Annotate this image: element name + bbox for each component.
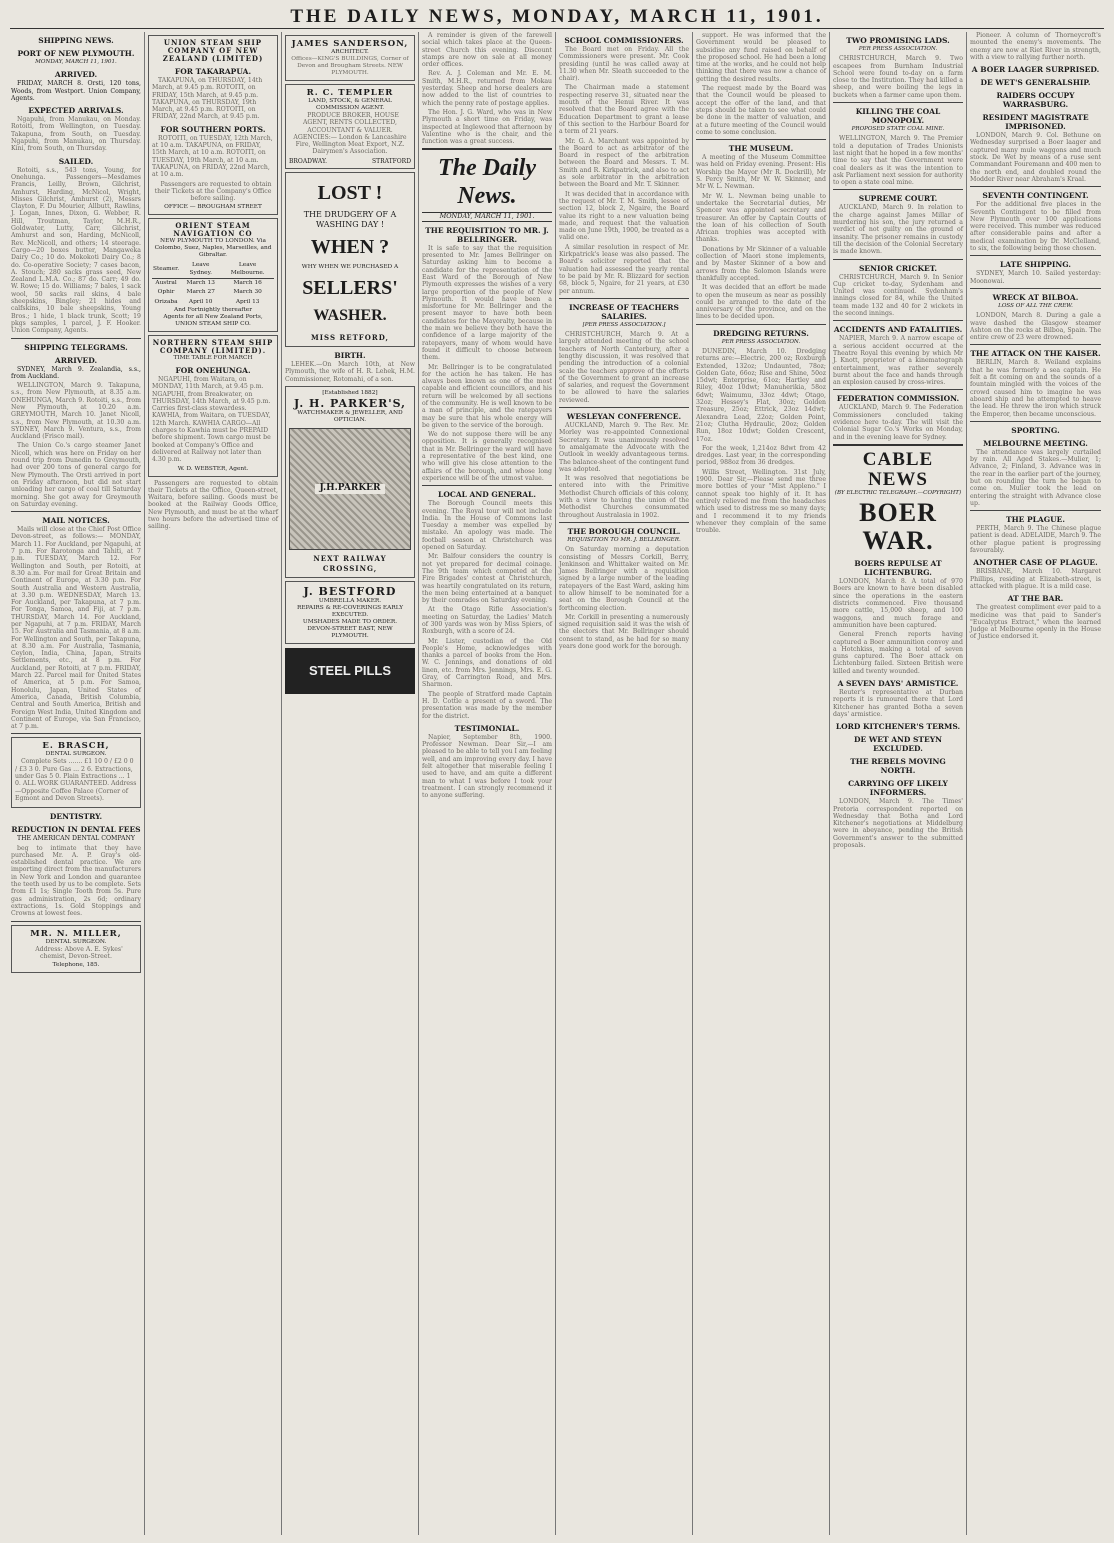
teachers-salaries-sub: [PER PRESS ASSOCIATION.] bbox=[582, 321, 666, 328]
sanderson-name: JAMES SANDERSON, bbox=[291, 39, 409, 49]
arrived-text: FRIDAY, MARCH 8. Orsti, 120 tons, Woods, from Westport. Union Company, Agents. bbox=[11, 80, 141, 102]
union-ad: UNION STEAM SHIP COMPANY OF NEW ZEALAND (LIMITED) FOR TAKARAPUA. TAKAPUNA, on THURSDAY, 14th March, at 9.45 p.m. ROTOITI, on FRIDAY, 15th March, at 9.45 p.m. TAKAPUNA, on THURSDAY, 19th March, at 9.45 p.m. ROTOITI, on FRIDAY, 22nd March, at 9.45 p.m. FOR SOUTHERN PORTS. ROTOITI, on TUESDAY, 12th March, at 10 a.m. TAKAPUNA, on FRIDAY, 15th March, at 10 a.m. ROTOITI, on TUESDAY, 19th March, at 10 a.m. TAKAPUNA, on FRIDAY, 22nd March, at 10 a.m. Passengers are requested to obtain their Tickets at the Company's Office before sailing. OFFICE — BROUGHAM STREET bbox=[148, 35, 278, 215]
kitchener-heading: LORD KITCHENER'S TERMS. bbox=[835, 722, 961, 732]
raiders-heading: RAIDERS OCCUPY WARRASBURG. bbox=[996, 91, 1075, 110]
bestford-name: J. BESTFORD bbox=[303, 584, 397, 598]
sellers-word: SELLERS' bbox=[302, 277, 398, 300]
northern-heading: NORTHERN STEAM SHIP COMPANY (LIMITED). bbox=[152, 337, 274, 355]
coal-monopoly-heading: KILLING THE COAL MONOPOLY. bbox=[855, 107, 941, 126]
port-heading: PORT OF NEW PLYMOUTH. bbox=[17, 49, 135, 58]
templer-stratford: STRATFORD bbox=[371, 157, 411, 165]
accidents-heading: ACCIDENTS AND FATALITIES. bbox=[833, 325, 963, 335]
birth-heading: BIRTH. bbox=[334, 351, 366, 361]
borough-council-heading: THE BOROUGH COUNCIL. bbox=[567, 526, 681, 536]
for-south-heading: FOR SOUTHERN PORTS. bbox=[160, 124, 266, 134]
column-5: SCHOOL COMMISSIONERS. The Board met on Friday. All the Commissioners were present. Mr. Cook presiding (until he was called away at 11.30 when Mr. Sleath succeeded to the chair). The Chairman made a statement respecting reserve 31, situated near the mouth of the Henui River. It was resolved that the Board agree with the Education Department to grant a lease of this section to the Harbour Board for a term of 21 years. Mr. G. A. Marchant was appointed by the Board to act as arbitrator of the Board in respect of the arbitration between the Board and Messrs. T. M. Smith and R. Kirkpatrick, and also to act as sole arbitrator in the arbitration between the Board and Mr. T. Skinner. It was decided that in accordance with the request of Mr. T. M. Smith, lessee of section 12, block 2, Ngaire, the Board value its right to a new valuation being made, and request that the valuation made on June 19th, 1900, be treated as a valid one. A similar resolution in respect of Mr. Kirkpatrick's lease was also passed. The Board's solicitor reported that the valuation had assessed the yearly rental to be paid by Mr. R. Blizzard for section 68, block 5, Ngaire, for 21 years, at £30 per annum. INCREASE OF TEACHERS SALARIES. [PER PRESS ASSOCIATION.] CHRISTCHURCH, March 9. At a largely attended meeting of the school teachers of North Canterbury, after a lengthy discussion, it was resolved that pending the introduction of a colonial scale the teachers approve of the efforts of the Government to grant an increase of salaries, and request the Government to be allowed to have the salaries reviewed. WESLEYAN CONFERENCE. AUCKLAND, March 9. The Rev. Mr. Morley was re-appointed Connexional Secretary. It was unanimously resolved to amalgamate the Advocate with the Outlook in weekly advantageous terms. The balance-sheet of the contingent fund was adopted. It was resolved that negotiations be entered into with the Primitive Methodist Church officials of this colony, with a view to having the union of the Methodist Churches consummated throughout Australasia in 1902. THE BOROUGH COUNCIL. REQUISITION TO MR. J. BELLRINGER. On Saturday morning a deputation consisting of Messrs Corkill, Berry, Jenkinson and Whittaker waited on Mr. James Bellringer with a requisition signed by a large number of the leading ratepayers of the East Ward, asking him to allow himself to be nominated for a seat on the Borough Council at the forthcoming election. Mr. Corkill in presenting a numerously signed requisition said it was the wish of the electors that Mr. Bellringer should consent to stand, as he had for so many years done good work for the borough. bbox=[556, 32, 693, 1535]
column-1 bbox=[8, 32, 145, 1535]
wreck-sub: LOSS OF ALL THE CREW. bbox=[998, 302, 1073, 309]
column-8: Pioneer. A column of Thorneycroft's mounted the enemy's movements. The enemy are now at Riet River in strength, with a view to rallying further north. A BOER LAAGER SURPRISED. DE WET'S GENERALSHIP. RAIDERS OCCUPY WARRASBURG. RESIDENT MAGISTRATE IMPRISONED. LONDON, March 9. Col. Bethune on Wednesday surprised a Boer laager and captured many mule waggons and much stock. De Wet by means of a ruse sent Commandant Fouremann and 400 men to the north end, and doubled round the Modder River near Abraham's Kraal. SEVENTH CONTINGENT. For the additional five places in the Seventh Contingent to be filled from New Plymouth over 100 applications were received. This number was reduced after considerable pains and after a medical examination by Dr. McClelland, to six, the following being those chosen. LATE SHIPPING. SYDNEY, March 10. Sailed yesterday: Moonowai. WRECK AT BILBOA. LOSS OF ALL THE CREW. LONDON, March 8. During a gale a wave dashed the Glasgow steamer Ashton on the rocks at Bilboa, Spain. The entire crew of 23 were drowned. THE ATTACK ON THE KAISER. BERLIN, March 8. Weiland explains that he was formerly a sea captain. He felt a fit coming on and the sounds of a fountain mingled with the voices of the crowd caused him to imagine he was aboard ship and he attempted to heave the lead. He threw the iron which struck the Emperor, then became unconscious. SPORTING. MELBOURNE MEETING. The attendance was largely curtailed by rain. All Aged Stakes.—Mulier, 1; Advance, 2; Finland, 3. Advance was in the rear in the earlier part of the journey, but on rounding the turn he began to come on. Mulier took the lead on entering the straight with Advance close up. THE PLAGUE. PERTH, March 9. The Chinese plague patient is dead. ADELAIDE, March 9. The other plague patient is progressing favourably. ANOTHER CASE OF PLAGUE. BRISBANE, March 10. Margaret Phillips, residing at Elizabeth-street, is attacked with plague. It is a mild case. AT THE BAR. The greatest compliment ever paid to a medicine was that paid to Sander's "Eucalyptus Extract," when the learned Judge at Melbourne openly in the House of Justice endorsed it. bbox=[970, 32, 1101, 641]
daily-news-title: The Daily News. bbox=[438, 155, 536, 210]
washer-word: WASHER. bbox=[313, 307, 387, 325]
testimonial-heading: TESTIMONIAL. bbox=[454, 723, 520, 733]
washer-ad bbox=[285, 172, 415, 347]
shopfront-sign: J.H.PARKER bbox=[315, 484, 384, 493]
telegrams-body-2: The Union Co.'s cargo steamer Janet Nicoll, which was here on Friday on her round trip from Dunedin to Greymouth, had over 200 tons of general cargo for New Plymouth. The Orsti arrived in port on Friday afternoon, but did not start unloading her cargo of coal till Saturday morning. She got away for Greymouth on Saturday evening. bbox=[11, 442, 141, 508]
miller-name: MR. N. MILLER, bbox=[30, 928, 122, 939]
expected-body: Ngapuhi, from Manukau, on Monday. Rotoiti, from Wellington, on Tuesday. Takapuna, from South, on Tuesday. Ngapuhi, from Manukau, on Thursday. Kini, from South, on Thursday. bbox=[11, 116, 141, 153]
federation-heading: FEDERATION COMMISSION. bbox=[836, 394, 960, 404]
requisition-heading: THE REQUISITION TO MR. J. BELLRINGER. bbox=[425, 225, 549, 244]
sydney-line: SYDNEY, March 9. Zealandia, s.s., from Auckland. bbox=[11, 365, 141, 380]
parker-crossing: NEXT RAILWAY CROSSING, bbox=[313, 553, 387, 573]
parker-name: J. H. PARKER'S, bbox=[293, 396, 407, 410]
templer-name: R. C. TEMPLER bbox=[306, 88, 394, 98]
promising-lads-heading: TWO PROMISING LADS. bbox=[846, 36, 950, 45]
boer-laager-heading: A BOER LAAGER SURPRISED. bbox=[971, 65, 1100, 75]
northern-ad: NORTHERN STEAM SHIP COMPANY (LIMITED). TIME TABLE FOR MARCH FOR ONEHUNGA. NGAPUHI, from Waitara, on MONDAY, 11th March, at 9.45 p.m. NGAPUHI, from Breakwater, on THURSDAY, 14th March, at 9.45 p.m. Carries first-class stewardess. KAWHIA, from Waitara, on TUESDAY, 12th March. KAWHIA CARGO—All charges to Kawhia must be PREPAID before shipment. Town cargo must be booked at Company's Office and delivered at Railway not later than 4.30 p.m. W. D. WEBSTER, Agent. bbox=[148, 335, 278, 477]
borough-council-sub: REQUISITION TO MR. J. BELLRINGER. bbox=[567, 536, 681, 543]
kaiser-heading: THE ATTACK ON THE KAISER. bbox=[970, 349, 1101, 359]
sailed-body: Rotoiti, s.s., 543 tons, Young, for Onehunga. Passengers—Mesdames Francis, Leilly, Brown, Gilchrist, Amhurst, Harding, McNicol, Wright, Misses Gilchrist, Amhurst (2), Messrs Clayton, F. Du Mourier, Allbutt, Rawlins, J. Logan, Innes, Dixon, G. Webber, R. Hill, Troutman, Taylor, M.H.R., Goldwater, Lutty, Carr, Gilchrist, Amhurst and son, Harding, McNicoll, Rev. McNicoll, and others; 14 steerage. Cargo—20 boxes butter, Mangaweka Dairy Co.; 10 do. Mokokoti Dairy Co.; 8 do. Co-operative Society; 7 cases bacon, A. Stouch; 280 sacks grass seed, New Zealand L.M.A. Co.; 87 do. Carr; 49 do. W. Rowe; 15 do. Williams; 7 bales, 1 sack wool, 50 sacks rail skins, 4 bale sheepskins, Bingley; 21 hides and calfskins, 10 bale sheepskins, Young Bros.; 1 hide, 1 black trunk, Scott; 19 pkgs samples, 1 parcel, J. F. Hooker. Union Company, Agents. bbox=[11, 166, 141, 335]
dentistry-heading: DENTISTRY. bbox=[49, 812, 103, 822]
at-the-bar-heading: AT THE BAR. bbox=[1007, 594, 1064, 604]
parker-ad bbox=[285, 386, 415, 578]
lichtenburg-heading: BOERS REPULSE AT LICHTENBURG. bbox=[854, 559, 942, 578]
armistice-heading: A SEVEN DAYS' ARMISTICE. bbox=[837, 679, 959, 689]
steel-pills-ad: STEEL PILLS bbox=[285, 648, 415, 694]
for-onehunga-heading: FOR ONEHUNGA. bbox=[175, 365, 251, 375]
column-6: support. He was informed that the Government would be pleased to subsidise any fund raised on behalf of the proposed school. He had been a long time at the works, and he could not help thinking that there was now a chance of getting the desired results. The request made by the Board was that the Council would be pleased to accept the offer of the land, and that steps should be taken to see what could be done in the matter of valuation, and at a future meeting of the Council would come to some conclusion. THE MUSEUM. A meeting of the Museum Committee was held on Friday evening. Present: His Worship the Mayor (Mr R. Dockrill), Mr S. Percy Smith, Mr W. W. Skinner, and Mr W. L. Newman. Mr W. L. Newman being unable to undertake the Secretarial duties, Mr Spencer was appointed secretary and treasurer. An offer by Captain Coutts of the loan of his collection of South African trophies was accepted with thanks. Donations by Mr Skinner of a valuable collection of Maori stone implements, and by Master Skinner of a bow and arrows from the Solomon Islands were thankfully accepted. It was decided that an effort be made to open the museum as near as possibly could be arranged to the date of the anniversary of the province, and on the lines to be decided upon. DREDGING RETURNS. PER PRESS ASSOCIATION. DUNEDIN, March 10. Dredging returns are:—Electric, 200 oz; Roxburgh Extended, 132oz; Undaunted, 78oz; Golden Gate, 66oz; Rise and Shine, 50oz 15dwt; Enterprise, 61oz; Hartley and Riley, 40oz 10dwt; Manuherikia, 58oz 6dwt; Waimumu, 33oz 4dwt; Otago, 32oz; Hessey's Flat, 30oz; Golden Treasure, 25oz; Ettrick, 23oz 14dwt; Alexandra Lead, 22oz; Golden Point, 21oz; Clutha Hydraulic, 20oz; Golden Run, 18oz 10dwt; Golden Crescent, 17oz. For the week, 1,214oz 8dwt from 42 dredges. Last year, in the corresponding period, 988oz from 36 dredges. Willis Street, Wellington. 31st July, 1900. Dear Sir,—Please send me three more bottles of your "Mist Appleno." I cannot speak too highly of it. It has entirely relieved me from the headaches which used to distress me so many days; and I recommend it to my friends whenever they complain of the same trouble. bbox=[693, 32, 830, 1535]
union-heading: UNION STEAM SHIP COMPANY OF NEW ZEALAND (LIMITED) bbox=[162, 38, 264, 63]
bestford-title: UMBRELLA MAKER. bbox=[318, 597, 382, 604]
school-commissioners-heading: SCHOOL COMMISSIONERS. bbox=[564, 36, 684, 45]
seventh-contingent-heading: SEVENTH CONTINGENT. bbox=[982, 191, 1089, 201]
daily-news-dateline: MONDAY, MARCH 11, 1901. bbox=[422, 212, 552, 221]
purchased-text: WHY WHEN WE PURCHASED A bbox=[301, 264, 399, 271]
mail-body: Mails will close at the Chief Post Office Devon-street, as follows:— MONDAY, March 11. For Auckland, per Ngapuhi, at 7 p.m. For Rarotonga and Tahiti, at 7 p.m. TUESDAY, March 12. For Wellington and South, per Rotoiti, at 8.30 a.m. For mail for Great Britain and Continent of Europe, at 3.30 p.m. For South Australia and Western Australia, at 3.30 p.m. WEDNESDAY, March 13. For Auckland, per Takapuna, at 7 p.m. For Tonga, Samoa, and Fiji, at 7 p.m. THURSDAY, March 14. For Auckland, per Ngapuhi, at 7 p.m. FRIDAY, March 15. For Australia and Tasmania, at 8 a.m. For Wellington and South, per Takapuna, at 8.30 a.m. For Australia, Tasmania, Ceylon, India, China, Japan, Straits Settlements, etc., at 8 p.m. For Auckland, per Rotoiti, at 7 p.m. FRIDAY, March 22. Parcel mail for United States of America, at 5 p.m. For Samoa, Honolulu, Japan, United States of America, Canada, British Columbia, Central and South America, British and Foreign West India, United Kingdom and Continent of Europe, via San Francisco, at 7 p.m. bbox=[11, 526, 141, 731]
orient-fortnightly: And Fortnightly thereafter bbox=[174, 306, 252, 313]
orient-heading: ORIENT STEAM NAVIGATION CO bbox=[173, 221, 253, 239]
teachers-salaries-heading: INCREASE OF TEACHERS SALARIES. bbox=[569, 302, 679, 321]
bestford-unshades: UMSHADES MADE TO ORDER. bbox=[302, 618, 398, 625]
shipping-heading: SHIPPING NEWS. bbox=[38, 36, 114, 45]
for-takapuna-heading: FOR TAKARAPUA. bbox=[174, 67, 252, 76]
parker-established: [Established 1882] bbox=[322, 389, 378, 396]
mail-heading: MAIL NOTICES. bbox=[42, 516, 110, 526]
senior-cricket-heading: SENIOR CRICKET. bbox=[858, 263, 937, 273]
wreck-heading: WRECK AT BILBOA. bbox=[992, 292, 1079, 302]
templer-title: LAND, STOCK, & GENERAL COMMISSION AGENT. bbox=[308, 98, 392, 111]
brasch-ad: E. BRASCH, DENTAL SURGEON. Complete Sets ....... £1 10 0 / £2 0 0 / £3 3 0. Pure Gas ... 2 6. Extractions, under Gas 5 0. Plain Extractions ... 1 0. ALL WORK GUARANTEED. Address—Opposite Coffee Palace (Corner of Egmont and Devon Streets). bbox=[11, 737, 141, 808]
columns bbox=[8, 32, 1106, 1535]
rebels-heading: THE REBELS MOVING NORTH. bbox=[850, 757, 946, 776]
brasch-title: DENTAL SURGEON. bbox=[45, 751, 107, 758]
sanderson-title: ARCHITECT. bbox=[331, 49, 369, 55]
late-shipping-heading: LATE SHIPPING. bbox=[1000, 260, 1071, 270]
miller-title: DENTAL SURGEON. bbox=[45, 938, 107, 945]
column-4: A reminder is given of the farewell social which takes place at the Queen-street Church this evening. Discount stamps are now on sale at all money order offices. Rev. A. J. Coleman and Mr. E. M. Smith, M.H.R., returned from Mokau yesterday. Sheep and horse dealers are now added to the list of countries to which the penny rate of postage applies. The Hon. J. G. Ward, who was in New Plymouth a short time on Friday, was inspected at Inglewood that afternoon by Valentine who is the chair, and the function was a great success. The Daily News. MONDAY, MARCH 11, 1901. THE REQUISITION TO MR. J. BELLRINGER. It is safe to say that the requisition presented to Mr. James Bellringer on Saturday asking him to become a candidate for the representation of the East Ward of the Borough of New Plymouth expresses the wishes of a very large proportion of the people of New Plymouth. It would have been a misfortune for Mr. Bellringer and the present mayor to have both been candidates for the Mayoralty, because in the main we believe they both have the confidence of a large majority of the ratepayers, many of whom would have found it difficult to choose between them. Mr. Bellringer is to be congratulated for the action he has taken. He has always been known as one of the most capable and efficient councillors, and his return will be welcomed by all sections of the community. He is well known to be a man of principle, and the ratepayers may be sure that his whole energy will be given to the service of the borough. We do not suppose there will be any opposition. It is generally recognised that in Mr. Bellringer the ward will have a representative of the best kind, one who will give his close attention to the affairs of the borough, and whose long experience will be of the utmost value. LOCAL AND GENERAL. The Borough Council meets this evening. The Royal tour will not include India. In the House of Commons last Tuesday a member was expelled by mistake. An apology was made. The football season at Christchurch was opened on Saturday. Mr. Balfour considers the country is not yet prepared for decimal coinage. The 9th team which competed at the Fire Brigades' contest at Christchurch, was heartily congratulated on its return, the men being entertained at a banquet by their comrades on Saturday evening. At the Otago Rifle Association's meeting on Saturday, the Ladies' Match of 300 yards was won by Miss Spiers, of Roxburgh, with a score of 24. Mr. Lister, custodian of the Old People's Home, acknowledges with thanks a parcel of books from the Hon. W. C. Jennings, and donations of old linen, etc. from Mrs. Jennings, Mrs. E. G. Gray, of Carrington Road, and Mrs. Sharmon. The people of Stratford made Captain H. D. Cottle a present of a sword. The presentation was made by the member for the district. TESTIMONIAL. Napier, September 8th, 1900. Professor Newman. Dear Sir,—I am pleased to be able to tell you I am feeling well, and am improving every day. I have felt altogether that miserable feeling I used to have, and am quite a different man to what I was before I took your treatment. I can strongly recommend it to anyone suffering. bbox=[419, 32, 556, 1535]
column-2: UNION STEAM SHIP COMPANY OF NEW ZEALAND (LIMITED) FOR TAKARAPUA. TAKAPUNA, on THURSDAY, 14th March, at 9.45 p.m. ROTOITI, on FRIDAY, 15th March, at 9.45 p.m. TAKAPUNA, on THURSDAY, 19th March, at 9.45 p.m. ROTOITI, on FRIDAY, 22nd March, at 9.45 p.m. FOR SOUTHERN PORTS. ROTOITI, on TUESDAY, 12th March, at 10 a.m. TAKAPUNA, on FRIDAY, 15th March, at 10 a.m. ROTOITI, on TUESDAY, 19th March, at 10 a.m. TAKAPUNA, on FRIDAY, 22nd March, at 10 a.m. Passengers are requested to obtain their Tickets at the Company's Office before sailing. OFFICE — BROUGHAM STREET ORIENT STEAM NAVIGATION CO NEW PLYMOUTH TO LONDON. Via Colombo, Suez, Naples, Marseilles, and Gibraltar. Steamer. Leave Sydney. Leave Melbourne. Austral March 13 March 16 Ophir March 27 March 30 Orizaba April 10 April 13 And Fortnightly thereafter Agents for all New Zealand Ports, UNION STEAM SHIP CO. NORTHERN STEAM SHIP COMPANY (LIMITED). TIME TABLE FOR MARCH FOR ONEHUNGA. NGAPUHI, from Waitara, on MONDAY, 11th March, at 9.45 p.m. NGAPUHI, from Breakwater, on THURSDAY, 14th March, at 9.45 p.m. Carries first-class stewardess. KAWHIA, from Waitara, on TUESDAY, 12th March. KAWHIA CARGO—All charges to Kawhia must be PREPAID before shipment. Town cargo must be booked at Company's Office and delivered at Railway not later than 4.30 p.m. W. D. WEBSTER, Agent. Passengers are requested to obtain their Tickets at the Office, Queen-street, Waitara, before sailing. Goods must be booked at the Railway Goods Office, New Plymouth, and must be at the wharf two hours before the advertised time of sailing. bbox=[145, 32, 282, 1535]
orient-table: Steamer. Leave Sydney. Leave Melbourne. Austral March 13 March 16 Ophir March 27 March 30 Orizaba April 10 April 13 bbox=[152, 261, 274, 306]
telegrams-body: WELLINGTON, March 9. Takapuna, s.s., from New Plymouth, at 8.35 a.m. ONEHUNGA, March 9. Rotoiti, s.s., from New Plymouth, at 10.20 a.m. GREYMOUTH, March 10. Janet Nicoll, s.s., from New Plymouth, at 10.30 a.m. SYDNEY, March 9. Ventura, s.s., from Auckland (Frisco mail). bbox=[11, 382, 141, 441]
supreme-court-heading: SUPREME COURT. bbox=[858, 194, 938, 204]
sanderson-ad: JAMES SANDERSON, ARCHITECT. Offices—KING'S BUILDINGS, Corner of Devon and Brougham Streets. NEW PLYMOUTH. bbox=[285, 35, 415, 81]
parker-title: WATCHMAKER & JEWELLER, AND OPTICIAN. bbox=[297, 409, 403, 423]
arrived2-heading: ARRIVED. bbox=[54, 355, 98, 365]
bestford-repairs: REPAIRS & RE-COVERINGS EARLY EXECUTED. bbox=[296, 604, 404, 618]
telephone: Telephone, 185. bbox=[52, 962, 100, 969]
promising-lads-sub: PER PRESS ASSOCIATION. bbox=[858, 46, 938, 52]
northern-agent: W. D. WEBSTER, Agent. bbox=[177, 465, 249, 472]
expected-heading: EXPECTED ARRIVALS. bbox=[28, 106, 124, 116]
drudgery-text: THE DRUDGERY OF A WASHING DAY ! bbox=[303, 210, 397, 230]
union-office: OFFICE — BROUGHAM STREET bbox=[164, 204, 262, 211]
dewet-generalship-heading: DE WET'S GENERALSHIP. bbox=[980, 78, 1091, 88]
retford-name: MISS RETFORD, bbox=[311, 333, 389, 343]
dredging-returns-sub: PER PRESS ASSOCIATION. bbox=[721, 338, 801, 345]
company-name: THE AMERICAN DENTAL COMPANY bbox=[17, 835, 135, 843]
reduction-heading: REDUCTION IN DENTAL FEES bbox=[11, 825, 141, 835]
templer-broadway: BROADWAY. bbox=[289, 157, 328, 165]
port-date: MONDAY, MARCH 11, 1901. bbox=[35, 59, 117, 65]
templer-ad: R. C. TEMPLER LAND, STOCK, & GENERAL COMMISSION AGENT. PRODUCE BROKER, HOUSE AGENT, RENTS COLLECTED, ACCOUNTANT & VALUER. AGENCIES:— London & Lancashire Fire, Wellington Meat Export, N.Z. Dairymen's Association. BROADWAY. STRATFORD bbox=[285, 84, 415, 169]
shopfront-photo bbox=[289, 428, 411, 550]
another-plague-heading: ANOTHER CASE OF PLAGUE. bbox=[973, 558, 1098, 568]
boer-war-heading: BOER WAR. bbox=[859, 498, 937, 556]
dredging-returns-heading: DREDGING RETURNS. bbox=[713, 328, 809, 338]
northern-timetable: TIME TABLE FOR MARCH bbox=[173, 354, 253, 361]
sailed-heading: SAILED. bbox=[58, 156, 94, 166]
local-general-heading: LOCAL AND GENERAL. bbox=[438, 490, 536, 500]
bestford-address: DEVON-STREET EAST, NEW PLYMOUTH. bbox=[307, 625, 393, 639]
sporting-heading: SPORTING. bbox=[1011, 425, 1060, 435]
cable-news-sub: (BY ELECTRIC TELEGRAPH.—COPYRIGHT) bbox=[834, 489, 962, 496]
column-3: JAMES SANDERSON, ARCHITECT. Offices—KING'S BUILDINGS, Corner of Devon and Brougham Streets. NEW PLYMOUTH. R. C. TEMPLER LAND, STOCK, & GENERAL COMMISSION AGENT. PRODUCE BROKER, HOUSE AGENT, RENTS COLLECTED, ACCOUNTANT & VALUER. AGENCIES:— London & Lancashire Fire, Wellington Meat Export, N.Z. Dairymen's Association. BROADWAY. STRATFORD LOST ! THE DRUDGERY OF A WASHING DAY ! WHEN ? WHY WHEN WE PURCHASED A SELLERS' WASHER. MISS RETFORD, BIRTH. LEHEK.—On March 10th, at New Plymouth, the wife of H. R. Lehek, H.M. Commissioner, Rotomahi, of a son. [Established 1882] J. H. PARKER'S, WATCHMAKER & JEWELLER, AND OPTICIAN. J.H.PARKER NEXT RAILWAY CROSSING, J. BESTFORD UMBRELLA MAKER. REPAIRS & RE-COVERINGS EARLY EXECUTED. UMSHADES MADE TO ORDER. DEVON-STREET EAST, NEW PLYMOUTH. STEEL PILLS bbox=[282, 32, 419, 1535]
magistrate-heading: RESIDENT MAGISTRATE IMPRISONED. bbox=[982, 113, 1089, 132]
dentistry-body: beg to intimate that they have purchased Mr. A. P. Gray's old-established dental practice. We are importing direct from the manufacturers in New York and London and guarantee the teeth used by us to be complete. Sets from £1 1s; Single Tooth from 5s. Pure gas administration, 2s 6d; ordinary extractions, 1s. Gold Stoppings and Crowns at lowest fees. bbox=[11, 844, 141, 918]
arrived-heading: ARRIVED. bbox=[54, 70, 98, 80]
informers-heading: CARRYING OFF LIKELY INFORMERS. bbox=[848, 779, 948, 798]
telegrams-heading: SHIPPING TELEGRAMS. bbox=[24, 342, 128, 352]
miller-ad: MR. N. MILLER, DENTAL SURGEON. Address: Above A. E. Sykes' chemist, Devon-Street. Telephone, 185. bbox=[11, 925, 141, 974]
museum-heading: THE MUSEUM. bbox=[728, 144, 794, 154]
dewet-excluded-heading: DE WET AND STEYN EXCLUDED. bbox=[854, 735, 942, 754]
bestford-ad bbox=[285, 581, 415, 644]
melbourne-meeting-heading: MELBOURNE MEETING. bbox=[983, 438, 1088, 448]
orient-sub: NEW PLYMOUTH TO LONDON. Via Colombo, Suez, Naples, Marseilles, and Gibraltar. bbox=[154, 238, 272, 259]
plague-heading: THE PLAGUE. bbox=[1005, 515, 1065, 525]
masthead: THE DAILY NEWS, MONDAY, MARCH 11, 1901. bbox=[10, 6, 1104, 29]
brasch-name: E. BRASCH, bbox=[42, 741, 110, 752]
orient-ad bbox=[148, 218, 278, 331]
when-word: WHEN ? bbox=[310, 236, 390, 259]
wesleyan-heading: WESLEYAN CONFERENCE. bbox=[566, 412, 682, 422]
column-7: TWO PROMISING LADS. PER PRESS ASSOCIATION. CHRISTCHURCH, March 9. Two escapees from Burnham Industrial School were found to-day on a farm close to the Institution. They had killed a sheep, and were boiling the legs in buckets when a farmer came upon them. KILLING THE COAL MONOPOLY. PROPOSED STATE COAL MINE. WELLINGTON, March 9. The Premier told a deputation of Trades Unionists last night that he hoped in a few months' time to say that the Government were coal dealers as it was the intention to ask Parliament next session for authority to open a state coal mine. SUPREME COURT. AUCKLAND, March 9. In relation to the charge against James Millar of murdering his son, the jury returned a verdict of not guilty on the ground of insanity. The prisoner remains in custody till the decision of the Colonial Secretary is made known. SENIOR CRICKET. CHRISTCHURCH, March 9. In Senior Cup cricket to-day, Sydenham and United was continued. Sydenham's innings closed for 84, while the United team made 132 and 40 for 2 wickets in the second innings. ACCIDENTS AND FATALITIES. NAPIER, March 9. A narrow escape of a serious accident occurred at the Theatre Royal this evening by which Mr J. Knott, proprietor of a kinematograph entertainment, was rather severely burnt about the face and hands through an explosion caused by cross-wires. FEDERATION COMMISSION. AUCKLAND, March 9. The Federation Commissioners concluded taking evidence here to-day. The will visit the Colonial Sugar Co.'s Works on Monday, and in the evening leave for Sydney. CABLE NEWS (BY ELECTRIC TELEGRAPH.—COPYRIGHT) BOER WAR. BOERS REPULSE AT LICHTENBURG. LONDON, March 8. A total of 970 Boers are known to have been disabled since the operations in the eastern districts commenced. Five thousand more cattle, 15,000 sheep, and 100 waggons, and much forage and ammunition have been captured. General French reports having captured a Boer ammunition convoy and a Hotchkiss, making a total of seven guns captured. The Boer attack on Lichtenburg failed. Sixteen British were killed and twenty wounded. A SEVEN DAYS' ARMISTICE. Reuter's representative at Durban reports it is rumoured there that Lord Kitchener has granted Botha a seven days' armistice. LORD KITCHENER'S TERMS. DE WET AND STEYN EXCLUDED. THE REBELS MOVING NORTH. CARRYING OFF LIKELY INFORMERS. LONDON, March 9. The Times' Pretoria correspondent reported on Wednesday that Botha and Lord Kitchener's negotiations at Middelburg were in abeyance, pending the British Government's answer to the submitted proposals. bbox=[830, 32, 967, 1535]
orient-agents: Agents for all New Zealand Ports, UNION STEAM SHIP CO. bbox=[163, 313, 263, 327]
coal-monopoly-sub: PROPOSED STATE COAL MINE. bbox=[851, 126, 945, 133]
lost-word: LOST ! bbox=[317, 182, 383, 205]
cable-news-heading: CABLE NEWS bbox=[862, 448, 934, 490]
